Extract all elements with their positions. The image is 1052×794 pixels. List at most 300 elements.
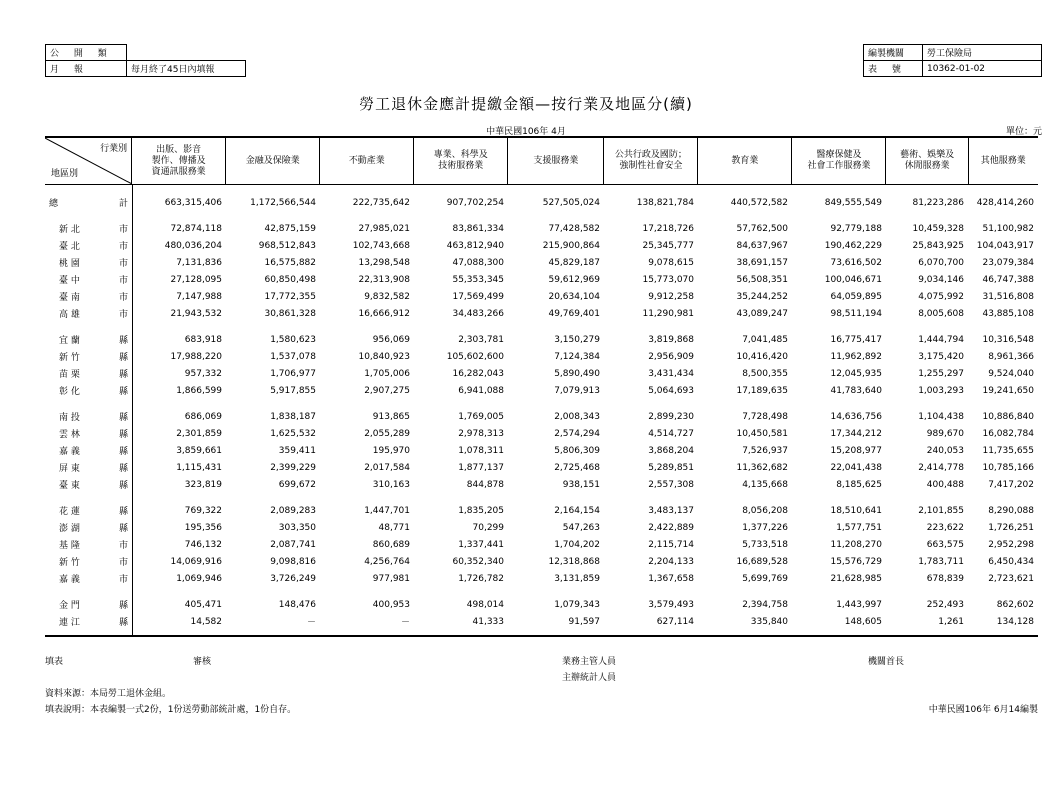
region-type: 縣: [118, 387, 128, 397]
table-row: [45, 194, 1038, 211]
table-cell: 240,053: [926, 445, 964, 456]
table-cell: 21,628,985: [830, 573, 882, 584]
table-cell: 1,706,977: [270, 368, 316, 379]
table-cell: 14,069,916: [170, 556, 222, 567]
industry-axis-label: 行業別: [100, 144, 128, 154]
table-cell: 12,045,935: [830, 368, 882, 379]
table-cell: 7,124,384: [554, 351, 600, 362]
table-cell: 2,956,909: [648, 351, 694, 362]
table-cell: 1,838,187: [270, 411, 316, 422]
table-cell: 547,263: [562, 522, 600, 533]
table-cell: 957,332: [184, 368, 222, 379]
region-name-part: 總: [49, 199, 59, 209]
table-row: [45, 237, 1038, 254]
corner-header: [45, 138, 131, 184]
region-name: [45, 196, 132, 209]
table-cell: 5,733,518: [742, 539, 788, 550]
table-cell: 1,079,343: [554, 599, 600, 610]
table-cell: 91,597: [568, 616, 600, 627]
region-type: 縣: [118, 507, 128, 517]
table-cell: 2,008,343: [554, 411, 600, 422]
table-row: [45, 365, 1038, 382]
region-name: [45, 615, 132, 628]
table-row: [45, 305, 1038, 322]
table-cell: 1,726,782: [458, 573, 504, 584]
region-name-part: 高 雄: [59, 310, 80, 320]
region-name: [45, 222, 132, 235]
region-name: [45, 444, 132, 457]
region-type: 縣: [118, 370, 128, 380]
report-type-label: 月 報: [46, 61, 127, 77]
table-cell: 6,070,700: [918, 257, 964, 268]
table-cell: 18,510,641: [830, 505, 882, 516]
region-name-part: 臺 南: [59, 293, 80, 303]
table-cell: 223,622: [926, 522, 964, 533]
column-header: 出版、影音 製作、傳播及 資通訊服務業: [131, 138, 225, 184]
table-cell: 849,555,549: [824, 197, 882, 208]
classification-label: 公 開 類: [46, 45, 127, 61]
table-cell: 72,874,118: [170, 223, 222, 234]
table-cell: 1,078,311: [458, 445, 504, 456]
region-name: [45, 239, 132, 252]
table-cell: 683,918: [184, 334, 222, 345]
table-cell: 428,414,260: [976, 197, 1034, 208]
region-name: [45, 290, 132, 303]
fill-note: 填表說明：本表編製一式2份，1份送勞動部統計處，1份自存。: [45, 705, 297, 715]
region-name: [45, 598, 132, 611]
table-cell: 10,785,166: [982, 462, 1034, 473]
table-cell: 2,087,741: [270, 539, 316, 550]
data-table: [45, 136, 1038, 637]
table-cell: 215,900,864: [542, 240, 600, 251]
table-cell: 2,899,230: [648, 411, 694, 422]
table-cell: 16,689,528: [736, 556, 788, 567]
table-cell: 252,493: [926, 599, 964, 610]
table-cell: 977,981: [372, 573, 410, 584]
table-cell: 98,511,194: [830, 308, 882, 319]
table-cell: －: [306, 618, 316, 628]
column-header: 支援服務業: [507, 138, 603, 184]
table-cell: 11,962,892: [830, 351, 882, 362]
table-cell: 663,575: [926, 539, 964, 550]
table-cell: 15,208,977: [830, 445, 882, 456]
table-cell: 913,865: [372, 411, 410, 422]
table-cell: 2,557,308: [648, 479, 694, 490]
table-cell: 23,079,384: [982, 257, 1034, 268]
region-name: [45, 350, 132, 363]
table-cell: 2,101,855: [918, 505, 964, 516]
table-row: [45, 553, 1038, 570]
table-cell: 1,172,566,544: [250, 197, 316, 208]
region-type: 縣: [118, 618, 128, 628]
table-cell: 2,907,275: [364, 385, 410, 396]
table-row: [45, 288, 1038, 305]
table-cell: 60,850,498: [264, 274, 316, 285]
table-cell: 138,821,784: [636, 197, 694, 208]
table-cell: 699,672: [278, 479, 316, 490]
region-name-part: 新 竹: [59, 353, 80, 363]
table-row: [45, 442, 1038, 459]
table-cell: 1,443,997: [836, 599, 882, 610]
table-cell: 2,301,859: [176, 428, 222, 439]
region-type: 縣: [118, 353, 128, 363]
region-type: 市: [118, 558, 128, 568]
agency-label: 編製機關: [864, 45, 923, 61]
region-type: 市: [118, 242, 128, 252]
report-date: 中華民國106年 4月: [486, 127, 566, 137]
column-header: 其他服務業: [968, 138, 1038, 184]
table-cell: 1,367,658: [648, 573, 694, 584]
table-cell: 12,318,868: [548, 556, 600, 567]
column-header: 教育業: [697, 138, 791, 184]
table-cell: 678,839: [926, 573, 964, 584]
table-row: [45, 382, 1038, 399]
table-cell: 1,835,205: [458, 505, 504, 516]
region-type: 縣: [118, 413, 128, 423]
table-cell: 3,431,434: [648, 368, 694, 379]
region-type: 縣: [118, 464, 128, 474]
table-cell: 15,773,070: [642, 274, 694, 285]
table-cell: 17,988,220: [170, 351, 222, 362]
table-cell: 989,670: [926, 428, 964, 439]
table-cell: 1,115,431: [176, 462, 222, 473]
table-cell: 43,089,247: [736, 308, 788, 319]
region-type: 縣: [118, 447, 128, 457]
table-cell: 22,041,438: [830, 462, 882, 473]
table-cell: 862,602: [996, 599, 1034, 610]
table-cell: 1,769,005: [458, 411, 504, 422]
report-deadline: 每月終了45日內填報: [127, 61, 246, 77]
table-cell: 1,261: [938, 616, 964, 627]
table-cell: 10,450,581: [736, 428, 788, 439]
table-cell: 148,476: [278, 599, 316, 610]
table-cell: 9,912,258: [648, 291, 694, 302]
table-cell: 2,115,714: [648, 539, 694, 550]
table-cell: 4,075,992: [918, 291, 964, 302]
region-type: 市: [118, 575, 128, 585]
table-row: [45, 425, 1038, 442]
table-cell: 4,514,727: [648, 428, 694, 439]
table-cell: 463,812,940: [446, 240, 504, 251]
table-cell: 195,356: [184, 522, 222, 533]
table-cell: 10,316,548: [982, 334, 1034, 345]
table-cell: 105,602,600: [446, 351, 504, 362]
table-cell: 2,952,298: [988, 539, 1034, 550]
region-name: [45, 538, 132, 551]
table-cell: 1,726,251: [988, 522, 1034, 533]
table-cell: 195,970: [372, 445, 410, 456]
column-header: 公共行政及國防； 強制性社會安全: [603, 138, 697, 184]
table-cell: 2,574,294: [554, 428, 600, 439]
table-cell: 7,131,836: [176, 257, 222, 268]
table-cell: 9,098,816: [270, 556, 316, 567]
table-cell: 2,723,621: [988, 573, 1034, 584]
region-axis-label: 地區別: [51, 169, 79, 179]
region-type: 縣: [118, 601, 128, 611]
table-cell: 41,783,640: [830, 385, 882, 396]
table-cell: 10,840,923: [358, 351, 410, 362]
table-cell: 627,114: [656, 616, 694, 627]
table-cell: 6,941,088: [458, 385, 504, 396]
table-cell: 7,728,498: [742, 411, 788, 422]
table-cell: 16,082,784: [982, 428, 1034, 439]
table-cell: 3,726,249: [270, 573, 316, 584]
region-name: [45, 555, 132, 568]
region-type: 市: [118, 310, 128, 320]
table-cell: 56,508,351: [736, 274, 788, 285]
table-cell: 17,218,726: [642, 223, 694, 234]
table-row: [45, 271, 1038, 288]
table-cell: 30,861,328: [264, 308, 316, 319]
table-cell: 1,705,006: [364, 368, 410, 379]
table-cell: 663,315,406: [164, 197, 222, 208]
table-cell: 405,471: [184, 599, 222, 610]
table-cell: 57,762,500: [736, 223, 788, 234]
table-cell: 81,223,286: [912, 197, 964, 208]
table-row: [45, 459, 1038, 476]
table-cell: 11,362,682: [736, 462, 788, 473]
table-cell: 27,985,021: [358, 223, 410, 234]
table-cell: 19,241,650: [982, 385, 1034, 396]
table-cell: 7,079,913: [554, 385, 600, 396]
table-cell: 21,943,532: [170, 308, 222, 319]
table-cell: 47,088,300: [452, 257, 504, 268]
table-row: [45, 502, 1038, 519]
table-cell: 956,069: [372, 334, 410, 345]
table-cell: 746,132: [184, 539, 222, 550]
region-type: 市: [118, 276, 128, 286]
region-name-part: 花 蓮: [59, 507, 80, 517]
table-cell: 15,576,729: [830, 556, 882, 567]
region-divider: [132, 185, 133, 635]
table-cell: 860,689: [372, 539, 410, 550]
table-cell: 8,056,208: [742, 505, 788, 516]
table-cell: 3,868,204: [648, 445, 694, 456]
table-cell: 400,953: [372, 599, 410, 610]
region-name-part: 臺 北: [59, 242, 80, 252]
table-cell: －: [400, 618, 410, 628]
table-cell: 2,414,778: [918, 462, 964, 473]
region-type: 縣: [118, 481, 128, 491]
table-cell: 25,345,777: [642, 240, 694, 251]
table-cell: 1,069,946: [176, 573, 222, 584]
table-cell: 686,069: [184, 411, 222, 422]
region-name-part: 新 竹: [59, 558, 80, 568]
table-cell: 8,961,366: [988, 351, 1034, 362]
table-cell: 55,353,345: [452, 274, 504, 285]
region-type: 市: [118, 541, 128, 551]
table-cell: 17,772,355: [264, 291, 316, 302]
table-row: [45, 570, 1038, 587]
table-cell: 27,128,095: [170, 274, 222, 285]
table-cell: 100,046,671: [824, 274, 882, 285]
table-cell: 7,041,485: [742, 334, 788, 345]
table-cell: 8,290,088: [988, 505, 1034, 516]
table-cell: 20,634,104: [548, 291, 600, 302]
compiled-date: 中華民國106年 6月14編製: [928, 705, 1038, 715]
table-cell: 14,582: [190, 616, 222, 627]
table-cell: 1,255,297: [918, 368, 964, 379]
table-cell: 9,524,040: [988, 368, 1034, 379]
region-name: [45, 478, 132, 491]
table-header: [45, 138, 1038, 185]
table-cell: 968,512,843: [258, 240, 316, 251]
table-row: [45, 476, 1038, 493]
region-name: [45, 427, 132, 440]
table-cell: 51,100,982: [982, 223, 1034, 234]
column-header: 專業、科學及 技術服務業: [413, 138, 507, 184]
region-name-part: 桃 園: [59, 259, 80, 269]
region-name-part: 嘉 義: [59, 447, 80, 457]
table-cell: 2,399,229: [270, 462, 316, 473]
table-cell: 48,771: [378, 522, 410, 533]
table-cell: 11,735,655: [982, 445, 1034, 456]
table-cell: 2,394,758: [742, 599, 788, 610]
table-cell: 5,917,855: [270, 385, 316, 396]
table-cell: 41,333: [472, 616, 504, 627]
column-header: 醫療保健及 社會工作服務業: [791, 138, 885, 184]
table-cell: 359,411: [278, 445, 316, 456]
region-name: [45, 273, 132, 286]
region-name-part: 雲 林: [59, 430, 80, 440]
form-number-value: 10362-01-02: [923, 61, 1042, 77]
table-cell: 1,444,794: [918, 334, 964, 345]
table-row: [45, 408, 1038, 425]
region-type: 市: [118, 225, 128, 235]
table-cell: 5,699,769: [742, 573, 788, 584]
table-cell: 7,147,988: [176, 291, 222, 302]
table-cell: 222,735,642: [352, 197, 410, 208]
table-cell: 5,890,490: [554, 368, 600, 379]
table-cell: 8,005,608: [918, 308, 964, 319]
table-cell: 17,344,212: [830, 428, 882, 439]
table-cell: 10,886,840: [982, 411, 1034, 422]
table-cell: 2,017,584: [364, 462, 410, 473]
table-cell: 43,885,108: [982, 308, 1034, 319]
table-cell: 190,462,229: [824, 240, 882, 251]
table-cell: 844,878: [466, 479, 504, 490]
region-name-part: 臺 中: [59, 276, 80, 286]
table-row: [45, 536, 1038, 553]
report-title: 勞工退休金應計提繳金額—按行業及地區分(續): [359, 95, 693, 113]
table-cell: 38,691,157: [736, 257, 788, 268]
table-cell: 1,104,438: [918, 411, 964, 422]
column-header: 不動產業: [319, 138, 413, 184]
region-name: [45, 256, 132, 269]
table-cell: 3,819,868: [648, 334, 694, 345]
region-type: 計: [118, 199, 128, 209]
table-cell: 10,416,420: [736, 351, 788, 362]
table-cell: 16,775,417: [830, 334, 882, 345]
table-cell: 400,488: [926, 479, 964, 490]
region-type: 縣: [118, 430, 128, 440]
table-cell: 1,866,599: [176, 385, 222, 396]
table-cell: 1,537,078: [270, 351, 316, 362]
table-cell: 7,526,937: [742, 445, 788, 456]
region-name-part: 屏 東: [59, 464, 80, 474]
filler-label: 填表: [45, 657, 64, 667]
region-name: [45, 333, 132, 346]
table-row: [45, 348, 1038, 365]
agency-value: 勞工保險局: [923, 45, 1042, 61]
table-cell: 5,289,851: [648, 462, 694, 473]
region-name: [45, 410, 132, 423]
table-cell: 303,350: [278, 522, 316, 533]
region-name-part: 基 隆: [59, 541, 80, 551]
region-name-part: 澎 湖: [59, 524, 80, 534]
data-source: 資料來源：本局勞工退休金組。: [45, 689, 172, 699]
reviewer-label: 審核: [193, 657, 212, 667]
table-row: [45, 220, 1038, 237]
region-name-part: 宜 蘭: [59, 336, 80, 346]
region-type: 縣: [118, 336, 128, 346]
region-name: [45, 521, 132, 534]
table-cell: 7,417,202: [988, 479, 1034, 490]
region-name-part: 彰 化: [59, 387, 80, 397]
table-cell: 49,769,401: [548, 308, 600, 319]
table-cell: 3,579,493: [648, 599, 694, 610]
table-cell: 5,806,309: [554, 445, 600, 456]
form-number-label: 表 號: [864, 61, 923, 77]
table-cell: 907,702,254: [446, 197, 504, 208]
unit-label: 單位：元: [1005, 127, 1042, 137]
region-type: 市: [118, 259, 128, 269]
table-cell: 148,605: [844, 616, 882, 627]
table-cell: 2,089,283: [270, 505, 316, 516]
table-cell: 9,034,146: [918, 274, 964, 285]
region-name: [45, 504, 132, 517]
table-cell: 59,612,969: [548, 274, 600, 285]
table-cell: 16,575,882: [264, 257, 316, 268]
region-name: [45, 572, 132, 585]
table-cell: 1,577,751: [836, 522, 882, 533]
table-cell: 17,189,635: [736, 385, 788, 396]
table-cell: 134,128: [996, 616, 1034, 627]
table-cell: 2,303,781: [458, 334, 504, 345]
column-header: 藝術、娛樂及 休閒服務業: [885, 138, 967, 184]
table-cell: 35,244,252: [736, 291, 788, 302]
table-cell: 1,447,701: [364, 505, 410, 516]
region-name: [45, 307, 132, 320]
table-cell: 1,704,202: [554, 539, 600, 550]
table-cell: 4,256,764: [364, 556, 410, 567]
table-cell: 310,163: [372, 479, 410, 490]
table-cell: 2,978,313: [458, 428, 504, 439]
table-cell: 10,459,328: [912, 223, 964, 234]
table-cell: 8,500,355: [742, 368, 788, 379]
top-right-box: [863, 44, 1042, 77]
table-cell: 9,078,615: [648, 257, 694, 268]
table-cell: 9,832,582: [364, 291, 410, 302]
table-cell: 16,666,912: [358, 308, 410, 319]
table-cell: 83,861,334: [452, 223, 504, 234]
table-cell: 73,616,502: [830, 257, 882, 268]
region-name-part: 連 江: [59, 618, 80, 628]
table-cell: 323,819: [184, 479, 222, 490]
table-cell: 335,840: [750, 616, 788, 627]
region-name-part: 嘉 義: [59, 575, 80, 585]
region-name: [45, 461, 132, 474]
table-row: [45, 596, 1038, 613]
table-row: [45, 519, 1038, 536]
table-cell: 527,505,024: [542, 197, 600, 208]
table-cell: 46,747,388: [982, 274, 1034, 285]
table-cell: 8,185,625: [836, 479, 882, 490]
table-cell: 1,377,226: [742, 522, 788, 533]
table-cell: 498,014: [466, 599, 504, 610]
table-cell: 102,743,668: [352, 240, 410, 251]
table-cell: 34,483,266: [452, 308, 504, 319]
